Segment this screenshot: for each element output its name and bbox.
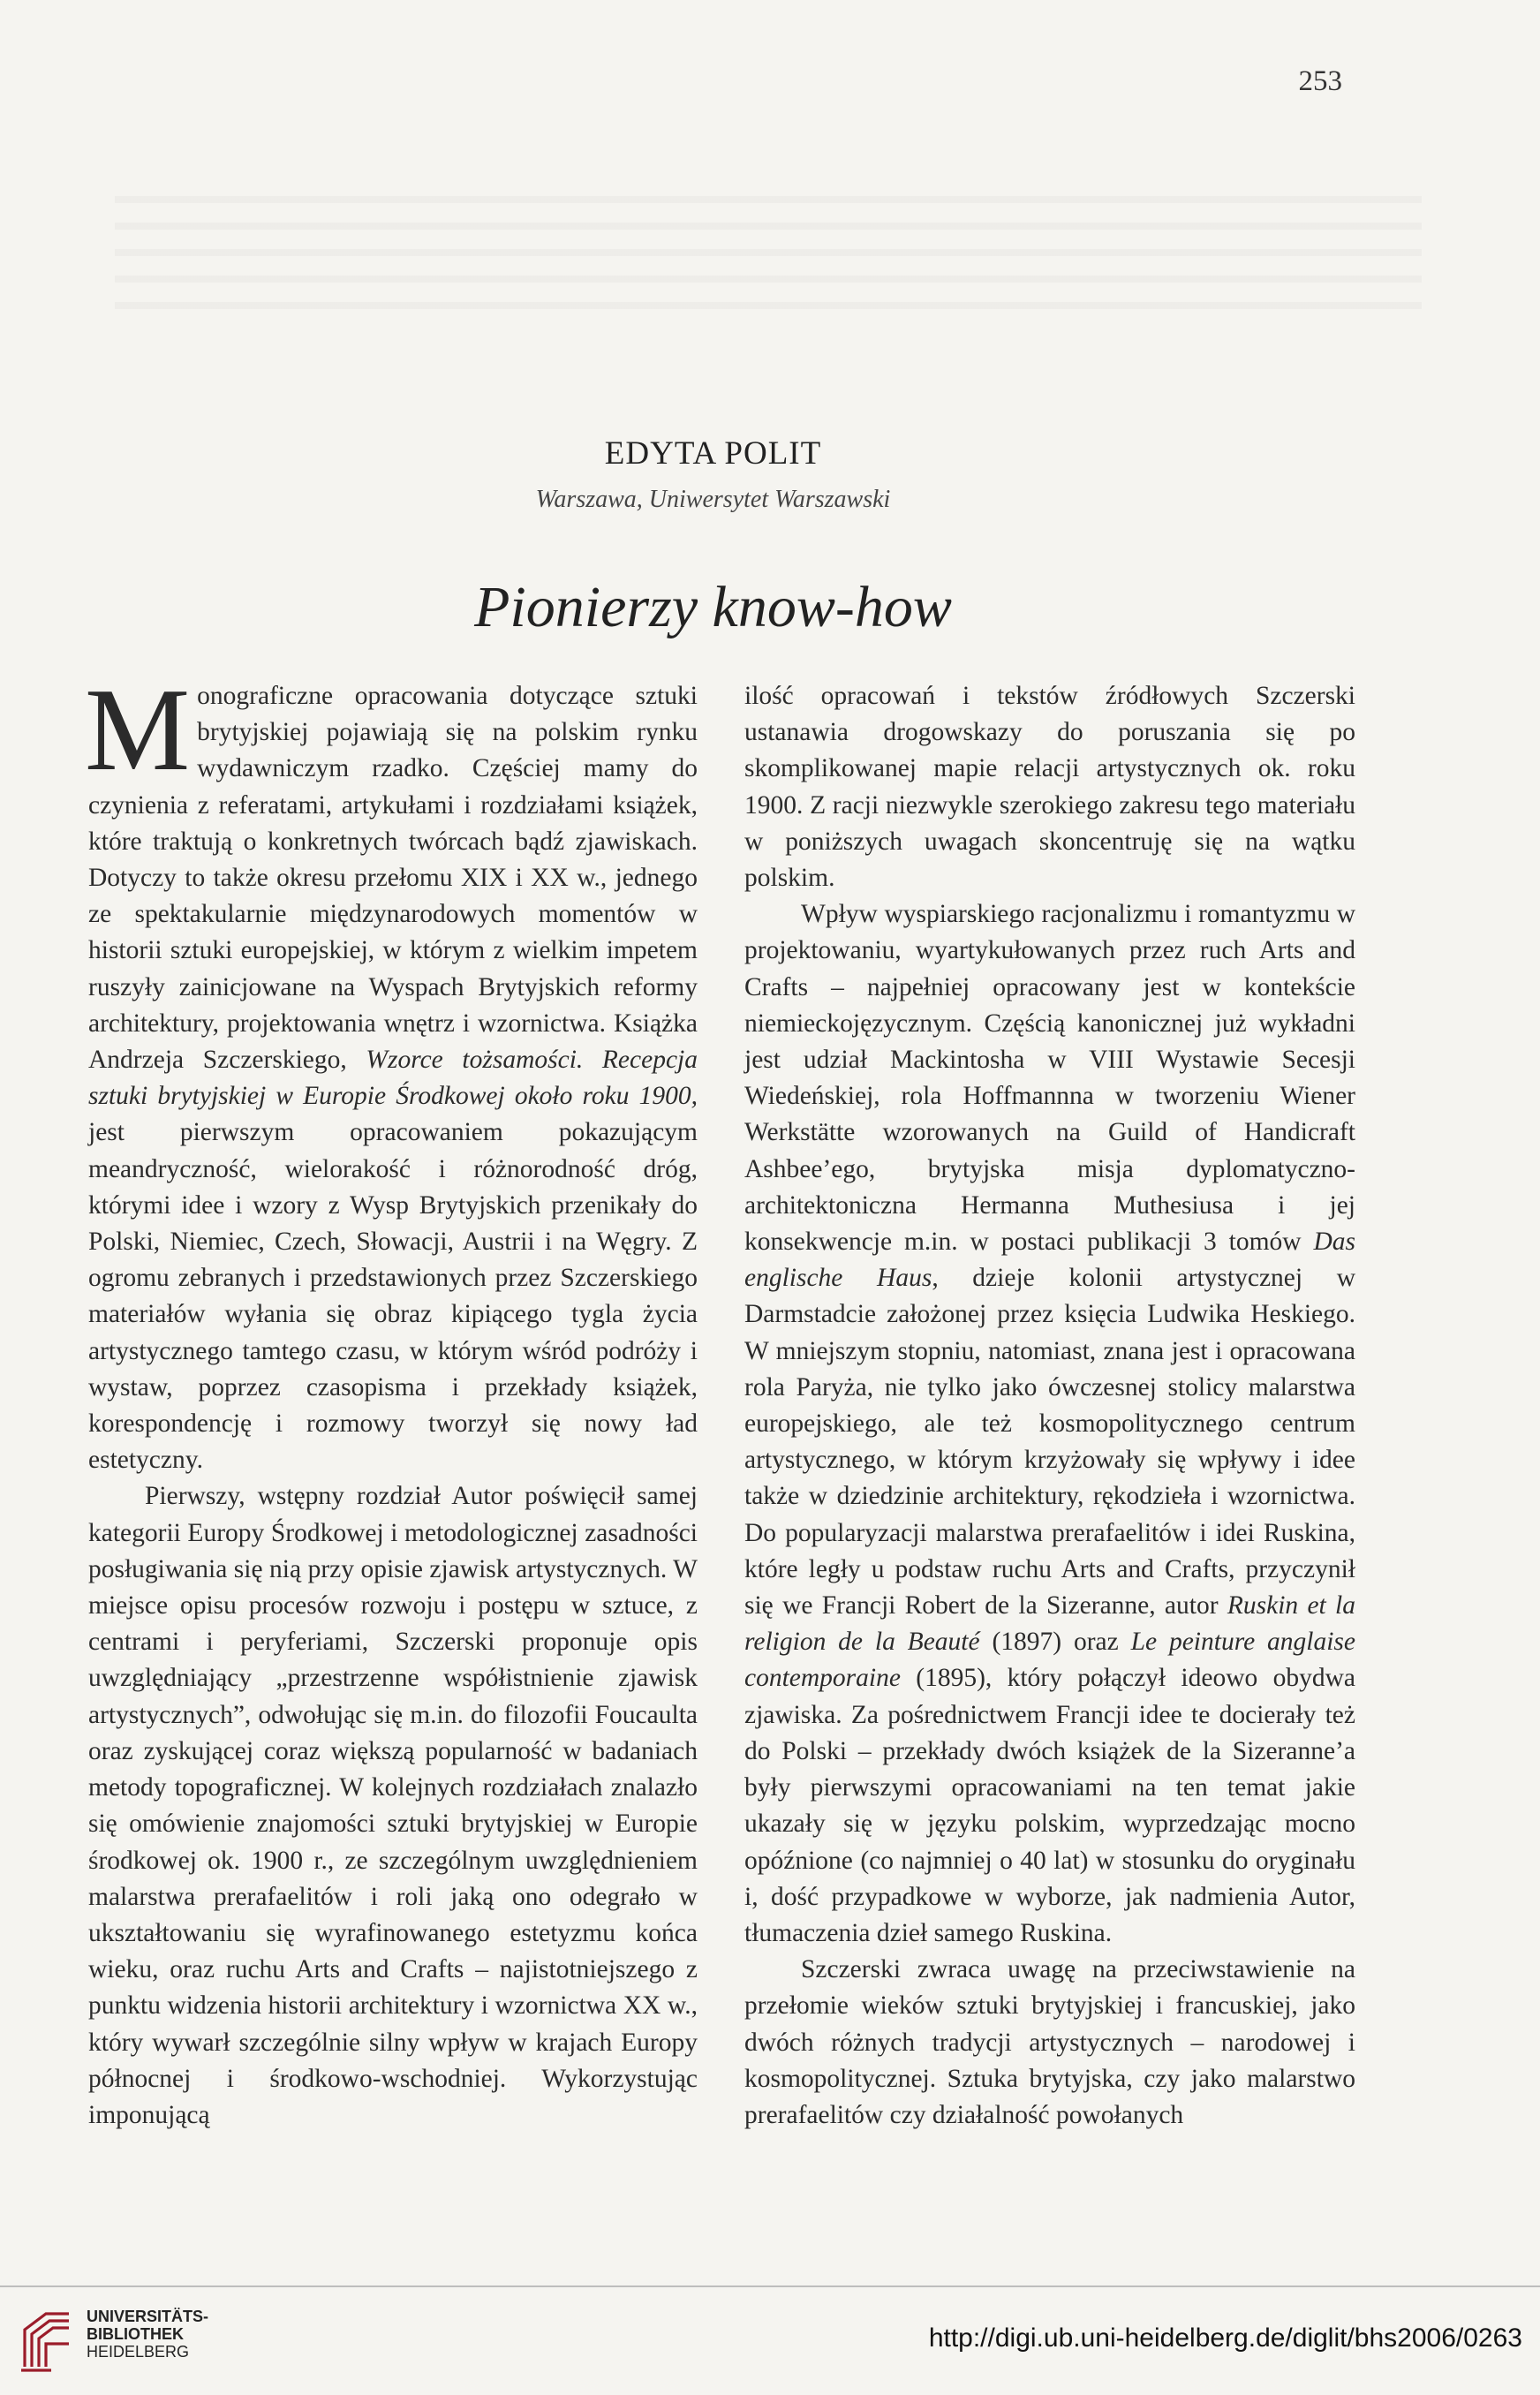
paragraph: Szczerski zwraca uwagę na przeciwstawienie na przełomie wieków sztuki brytyjskiej i francuskiej, jako dwóch różnych tradycji artystycznych – narodowej i kosmopolitycznej. Sztuka brytyjska, czy jako malarstwo prerafaelitów czy działalność powołanych [744,1955,1355,2129]
paragraph [744,896,1355,1952]
book-title: Le peinture anglaise contemporaine [744,1628,1355,1693]
drop-cap: M [85,664,191,795]
footer-divider [0,2285,1540,2287]
paragraph-text: (1897) oraz [979,1628,1131,1657]
library-logo-icon [16,2305,78,2374]
library-line: UNIVERSITÄTS- [87,2308,209,2325]
author-affiliation: Warszawa, Uniwersytet Warszawski [535,486,891,513]
library-line: HEIDELBERG [87,2343,190,2361]
page-number: 253 [1298,65,1342,97]
book-title: Ruskin et la religion de la Beauté [744,1591,1355,1657]
left-column [85,664,698,2134]
library-name [87,2308,208,2361]
paragraph-text: onograficzne opracowania dotyczące sztuki brytyjskiej pojawiają się na polskim rynku wydawniczym rzadko. Częściej mamy do czynienia z referatami, artykułami i rozdziałami książek, które traktują o konkretnych twórcach bądź zjawiskach. Dotyczy to także okresu przełomu XIX i XX w., jednego ze spektakularnie międzynarodowych momentów w historii sztuki europejskiej, w którym z wielkim impetem ruszyły zainicjowane na Wyspach Brytyjskich reformy architektury, projektowania wnętrz i wzornictwa. Książka Andrzeja Szczerskiego, [88,682,698,1075]
paragraph-text: (1895), który połączył ideowo obydwa zjawiska. Za pośrednictwem Francji idee te docierały też do Polski – przekłady dwóch książek de la Sizeranne’a były pierwszymi opracowaniami na ten temat jakie ukazały się w języku polskim, wyprzedzając mocno opóźnione (co najmniej o 40 lat) w stosunku do oryginału i, dość przypadkowe w wyborze, jak nadmienia Autor, tłumaczenia dzieł samego Ruskina. [744,1664,1355,1947]
paragraph-text: , dzieje kolonii artystycznej w Darmstadcie założonej przez księcia Ludwika Heskiego. W mniejszym stopniu, natomiast, znana jest i opracowana rola Paryża, nie tylko jako ówczesnej stolicy malarstwa europejskiego, ale też kosmopolitycznego centrum artystycznego, w którym krzyżowały się wpływy i idee także w dziedzinie architektury, rękodzieła i wzornictwa. Do popularyzacji malarstwa prerafaelitów i idei Ruskina, które legły u podstaw ruchu Arts and Crafts, przyczynił się we Francji Robert de la Sizeranne, autor [744,1264,1355,1621]
book-title: Wzorce tożsamości. Recepcja sztuki brytyjskiej w Europie Środkowej około roku 1900, [88,1046,698,1111]
paragraph: ilość opracowań i tekstów źródłowych Szczerski ustanawia drogowskazy do poruszania się po skomplikowanej mapie relacji artystycznych ok. roku 1900. Z racji niezwykle szerokiego zakresu tego materiału w poniższych uwagach skoncentruję się na wątku polskim. [744,682,1355,893]
article-title: Pionierzy know-how [474,575,952,639]
source-url[interactable]: http://digi.ub.uni-heidelberg.de/diglit/bhs2006/0263 [928,2323,1522,2353]
show-through-text [115,177,1422,327]
paragraph: Pierwszy, wstępny rozdział Autor poświęcił samej kategorii Europy Środkowej i metodologicznej zasadności posługiwania się nią przy opisie zjawisk artystycznych. W miejsce opisu procesów rozwoju i postępu w sztuce, z centrami i peryferiami, Szczerski proponuje opis uwzględniający „przestrzenne współistnienie zjawisk artystycznych”, odwołując się m.in. do filozofii Foucaulta oraz zyskującej coraz większą popularność w badaniach metody topograficznej. W kolejnych rozdziałach znalazło się omówienie znajomości sztuki brytyjskiej w Europie środkowej ok. 1900 r., ze szczególnym uwzględnieniem malarstwa prerafaelitów i roli jaką ono odegrało w ukształtowaniu się wyrafinowanego estetyzmu końca wieku, oraz ruchu Arts and Crafts – najistotniejszego z punktu widzenia historii architektury i wzornictwa XX w., który wywarł szczególnie silny wpływ w krajach Europy północnej i środkowo-wschodniej. Wykorzystując imponującą [88,1482,698,2129]
paragraph-text: jest pierwszym opracowaniem pokazującym meandryczność, wielorakość i różnorodność dróg, którymi idee i wzory z Wysp Brytyjskich przenikały do Polski, Niemiec, Czech, Słowacji, Austrii i na Węgry. Z ogromu zebranych i przedstawionych przez Szczerskiego materiałów wyłania się obraz kipiącego tygla życia artystycznego tamtego czasu, w którym wśród podróży i wystaw, poprzez czasopisma i przekłady książek, korespondencję i rozmowy tworzył się nowy ład estetyczny. [88,1118,698,1475]
book-title: Das englische Haus [744,1228,1355,1293]
paragraph [85,664,698,1478]
right-column [744,678,1355,2134]
paragraph-text: Wpływ wyspiarskiego racjonalizmu i romantyzmu w projektowaniu, wyartykułowanych przez ruch Arts and Crafts – najpełniej opracowany jest w kontekście niemieckojęzycznym. Częścią kanonicznej już wykładni jest udział Mackintosha w VIII Wystawie Secesji Wiedeńskiej, rola Hoffmannna w tworzeniu Wiener Werkstätte wzorowanych na Guild of Handicraft Ashbee’ego, brytyjska misja dyplomatyczno-architektoniczna Hermanna Muthesiusa i jej konsekwencje m.in. w postaci publikacji 3 tomów [744,900,1355,1257]
author-name: EDYTA POLIT [604,435,822,472]
library-line: BIBLIOTHEK [87,2325,184,2343]
